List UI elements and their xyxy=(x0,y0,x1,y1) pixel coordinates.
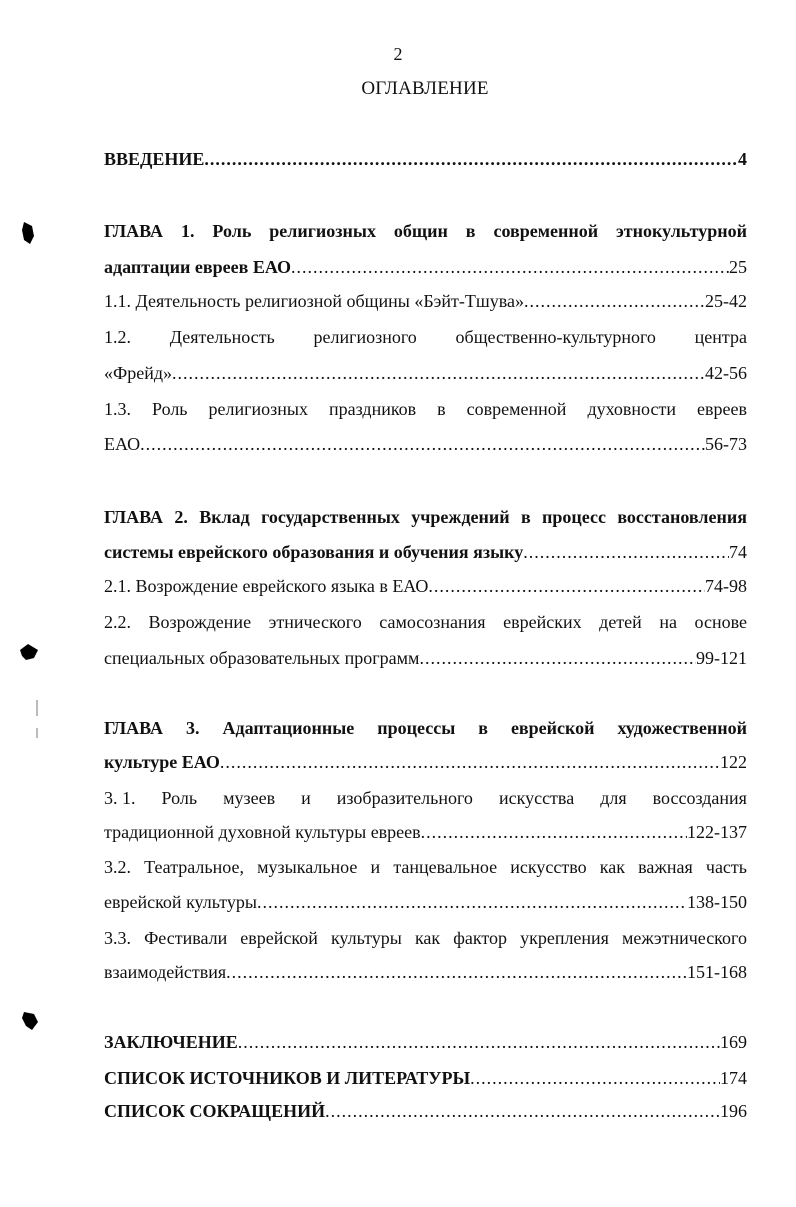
scan-mark-icon xyxy=(18,220,38,246)
word: Театральное, xyxy=(144,857,244,877)
word: духовности xyxy=(587,399,676,419)
toc-label: специальных образовательных программ xyxy=(104,648,420,668)
word: часть xyxy=(705,857,747,877)
toc-section-1-3-line-1[interactable] xyxy=(104,395,747,423)
toc-chapter-1-line-1[interactable] xyxy=(104,217,747,245)
toc-entry-conclusion[interactable] xyxy=(104,1028,747,1056)
toc-label: 1.1. Деятельность религиозной общины «Бэйт-Тшува» xyxy=(104,291,524,311)
word: в xyxy=(520,507,531,527)
toc-page: 122 xyxy=(720,752,747,772)
toc-label: 2.1. Возрождение еврейского языка в ЕАО xyxy=(104,576,429,596)
dot-leader xyxy=(257,888,687,916)
dot-leader xyxy=(220,748,720,776)
word: 2.2. xyxy=(104,612,131,632)
dot-leader xyxy=(419,644,696,672)
toc-section-1-2-line-1[interactable] xyxy=(104,323,747,351)
word: художественной xyxy=(617,718,747,738)
toc-section-1-2-line-2[interactable] xyxy=(104,359,747,387)
word: Роль xyxy=(161,788,198,808)
word: 3. xyxy=(186,718,200,738)
word: евреев xyxy=(696,399,747,419)
toc-chapter-1-line-2[interactable] xyxy=(104,253,747,281)
toc-section-2-2-line-1[interactable] xyxy=(104,608,747,636)
word: детей xyxy=(599,612,642,632)
word: изобразительного xyxy=(336,788,473,808)
toc-chapter-2-line-1[interactable] xyxy=(104,503,747,531)
toc-label: культуре ЕАО xyxy=(104,752,220,772)
toc-label: «Фрейд» xyxy=(104,363,173,383)
toc-chapter-2-line-2[interactable] xyxy=(104,538,747,566)
word: музеев xyxy=(223,788,276,808)
page-title: ОГЛАВЛЕНИЕ xyxy=(361,78,489,99)
dot-leader xyxy=(524,287,705,315)
dot-leader xyxy=(226,958,687,986)
toc-section-3-1-line-2[interactable] xyxy=(104,818,747,846)
toc-page: 122-137 xyxy=(687,822,747,842)
word: 1.3. xyxy=(104,399,131,419)
toc-label: системы еврейского образования и обучения языку xyxy=(104,542,524,562)
word: восстановления xyxy=(617,507,747,527)
word: этнического xyxy=(268,612,362,632)
word: общин xyxy=(393,221,448,241)
toc-page: 25-42 xyxy=(705,291,747,311)
toc-page: 169 xyxy=(720,1032,747,1052)
toc-page: 174 xyxy=(720,1068,747,1088)
dot-leader xyxy=(523,538,729,566)
toc-page: 56-73 xyxy=(705,434,747,454)
word: религиозных xyxy=(269,221,376,241)
toc-page: 74 xyxy=(729,542,747,562)
word: еврейской xyxy=(510,718,595,738)
dot-leader xyxy=(238,1028,720,1056)
word: ГЛАВА xyxy=(104,221,164,241)
toc-page: 99-121 xyxy=(696,648,747,668)
dot-leader xyxy=(428,572,705,600)
word: 3.3. xyxy=(104,928,131,948)
scan-mark-icon xyxy=(34,700,40,740)
word: религиозных xyxy=(208,399,308,419)
word: в xyxy=(478,718,488,738)
toc-label: ЕАО xyxy=(104,434,141,454)
word: как xyxy=(414,928,441,948)
toc-entry-intro[interactable] xyxy=(104,145,747,173)
word: межэтнического xyxy=(622,928,747,948)
word: Вклад xyxy=(199,507,250,527)
word: и xyxy=(370,857,381,877)
word: современной xyxy=(466,399,567,419)
word: этнокультурной xyxy=(616,221,747,241)
page-number: 2 xyxy=(393,44,403,64)
word: важная xyxy=(638,857,693,877)
word: ГЛАВА xyxy=(104,718,164,738)
word: еврейских xyxy=(503,612,582,632)
word: праздников xyxy=(329,399,417,419)
word: религиозного xyxy=(313,327,417,347)
word: как xyxy=(599,857,625,877)
word: 2. xyxy=(174,507,188,527)
word: на xyxy=(659,612,677,632)
toc-label: еврейской культуры xyxy=(104,892,257,912)
word: учреждений xyxy=(411,507,510,527)
toc-section-1-1[interactable] xyxy=(104,287,747,315)
word: 3.2. xyxy=(104,857,131,877)
word: современной xyxy=(493,221,599,241)
word: 1.2. xyxy=(104,327,131,347)
dot-leader xyxy=(140,430,705,458)
word: искусство xyxy=(510,857,587,877)
scan-mark-icon xyxy=(20,1010,40,1032)
dot-leader xyxy=(470,1064,720,1092)
word: Возрождение xyxy=(148,612,252,632)
word: музыкальное xyxy=(257,857,358,877)
word: еврейской xyxy=(240,928,318,948)
toc-page: 42-56 xyxy=(705,363,747,383)
toc-page: 4 xyxy=(738,149,747,169)
toc-section-2-1[interactable] xyxy=(104,572,747,600)
toc-label: взаимодействия xyxy=(104,962,227,982)
toc-label: адаптации евреев ЕАО xyxy=(104,257,291,277)
word: для xyxy=(600,788,627,808)
toc-page: 74-98 xyxy=(705,576,747,596)
word: процесс xyxy=(542,507,606,527)
toc-label: ЗАКЛЮЧЕНИЕ xyxy=(104,1032,238,1052)
toc-section-3-1-line-1[interactable] xyxy=(104,784,747,812)
word: 3. 1. xyxy=(104,788,136,808)
word: 1. xyxy=(180,221,195,241)
word: Адаптационные xyxy=(222,718,355,738)
word: фактор xyxy=(453,928,508,948)
word: и xyxy=(301,788,311,808)
toc-section-2-2-line-2[interactable] xyxy=(104,644,747,672)
toc-section-3-3-line-1[interactable] xyxy=(104,924,747,952)
word: укрепления xyxy=(520,928,609,948)
word: танцевальное xyxy=(393,857,498,877)
toc-entry-sources[interactable] xyxy=(104,1064,747,1092)
word: общественно-культурного xyxy=(455,327,656,347)
toc-label: ВВЕДЕНИЕ xyxy=(104,149,205,169)
toc-chapter-3-line-2[interactable] xyxy=(104,748,747,776)
toc-page: 138-150 xyxy=(687,892,747,912)
toc-entry-abbreviations[interactable] xyxy=(104,1097,747,1125)
word: воссоздания xyxy=(652,788,747,808)
dot-leader xyxy=(204,145,738,173)
toc-section-3-2-line-1[interactable] xyxy=(104,853,747,881)
word: в xyxy=(465,221,476,241)
word: процессы xyxy=(377,718,456,738)
toc-label: традиционной духовной культуры евреев xyxy=(104,822,421,842)
toc-section-3-2-line-2[interactable] xyxy=(104,888,747,916)
word: Роль xyxy=(152,399,188,419)
word: Роль xyxy=(212,221,252,241)
word: культуры xyxy=(330,928,402,948)
word: Фестивали xyxy=(144,928,228,948)
dot-leader xyxy=(325,1097,720,1125)
word: в xyxy=(437,399,446,419)
scan-mark-icon xyxy=(18,642,40,662)
dot-leader xyxy=(421,818,687,846)
dot-leader xyxy=(291,253,729,281)
word: искусства xyxy=(498,788,575,808)
word: основе xyxy=(694,612,747,632)
word: государственных xyxy=(261,507,400,527)
word: центра xyxy=(694,327,747,347)
word: самосознания xyxy=(379,612,486,632)
toc-label: СПИСОК СОКРАЩЕНИЙ xyxy=(104,1101,326,1121)
toc-section-3-3-line-2[interactable] xyxy=(104,958,747,986)
toc-chapter-3-line-1[interactable] xyxy=(104,714,747,742)
dot-leader xyxy=(172,359,705,387)
toc-page: 25 xyxy=(729,257,747,277)
toc-page: 151-168 xyxy=(687,962,747,982)
word: Деятельность xyxy=(169,327,275,347)
word: ГЛАВА xyxy=(104,507,164,527)
toc-section-1-3-line-2[interactable] xyxy=(104,430,747,458)
toc-page: 196 xyxy=(720,1101,747,1121)
toc-label: СПИСОК ИСТОЧНИКОВ И ЛИТЕРАТУРЫ xyxy=(104,1068,471,1088)
